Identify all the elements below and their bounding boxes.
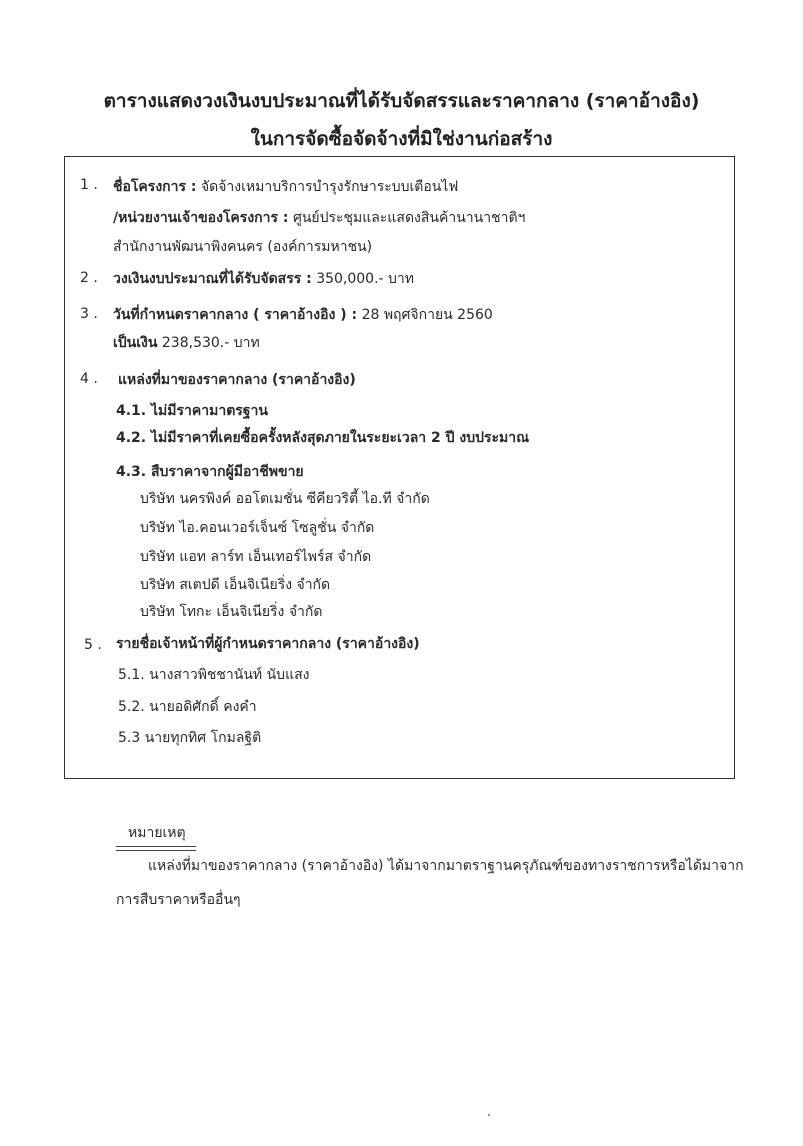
official-item: 5.1. นางสาวพิชชานันท์ นับแสง	[118, 667, 310, 683]
project-name-row	[113, 176, 458, 198]
price-source-item-4-3: 4.3. สืบราคาจากผู้มีอาชีพขาย	[116, 464, 304, 480]
vendor-item: บริษัท นครพิงค์ ออโตเมชั่น ซีคียวริตี้ ไอ.ที จำกัด	[140, 491, 430, 507]
officials-heading: รายชื่อเจ้าหน้าที่ผู้กำหนดราคากลาง (ราคาอ้างอิง)	[116, 636, 420, 652]
reference-date-value: 28 พฤศจิกายน 2560	[361, 307, 493, 323]
page-title-line-2: ในการจัดซื้อจัดจ้างที่มิใช่งานก่อสร้าง	[250, 128, 553, 150]
reference-amount-value: 238,530.- บาท	[161, 335, 260, 351]
vendor-item: บริษัท แอท ลาร์ท เอ็นเทอร์ไพร์ส จำกัด	[140, 549, 372, 565]
project-name-label: ชื่อโครงการ :	[113, 179, 197, 195]
reference-date-label: วันที่กำหนดราคากลาง ( ราคาอ้างอิง ) :	[113, 307, 358, 323]
note-underline	[116, 850, 196, 851]
price-source-item-4-2: 4.2. ไม่มีราคาที่เคยซื้อครั้งหลังสุดภายในระยะเวลา 2 ปี งบประมาณ	[116, 430, 530, 446]
section-4-number: 4 .	[80, 371, 98, 387]
note-heading: หมายเหตุ	[128, 825, 186, 841]
section-2-number: 2 .	[80, 270, 98, 286]
project-owner-label: /หน่วยงานเจ้าของโครงการ :	[113, 210, 289, 226]
project-owner-row	[113, 207, 525, 229]
budget-row	[113, 268, 414, 290]
reference-amount-row	[113, 332, 260, 354]
official-item: 5.3 นายทุกทิศ โกมลฐิติ	[118, 730, 262, 746]
price-source-item-4-1: 4.1. ไม่มีราคามาตรฐาน	[116, 403, 268, 419]
section-5-number: 5 .	[84, 637, 102, 653]
scan-speck	[488, 1114, 490, 1116]
note-text-line-1: แหล่งที่มาของราคากลาง (ราคาอ้างอิง) ได้มาจากมาตราฐานครุภัณฑ์ของทางราชการหรือได้มาจาก	[148, 858, 744, 874]
budget-value: 350,000.- บาท	[316, 271, 415, 287]
project-owner-line-2: สำนักงานพัฒนาพิงคนคร (องค์การมหาชน)	[113, 239, 373, 255]
vendor-item: บริษัท ไอ.คอนเวอร์เจ็นซ์ โซลูชั่น จำกัด	[140, 520, 375, 536]
reference-date-row	[113, 304, 493, 326]
price-source-heading: แหล่งที่มาของราคากลาง (ราคาอ้างอิง)	[118, 372, 356, 388]
vendor-item: บริษัท โทกะ เอ็นจิเนียริ่ง จำกัด	[140, 604, 323, 620]
vendor-item: บริษัท สเตปดี เอ็นจิเนียริ่ง จำกัด	[140, 577, 331, 593]
reference-amount-label: เป็นเงิน	[113, 335, 158, 351]
note-underline	[116, 846, 196, 847]
section-3-number: 3 .	[80, 306, 98, 322]
note-text-line-2: การสืบราคาหรืออื่นๆ	[116, 892, 241, 908]
section-1-number: 1 .	[80, 177, 98, 193]
project-name-value: จัดจ้างเหมาบริการบำรุงรักษาระบบเตือนไฟ	[200, 179, 459, 195]
official-item: 5.2. นายอดิศักดิ์ คงคำ	[118, 699, 257, 715]
page-title-line-1: ตารางแสดงวงเงินงบประมาณที่ได้รับจัดสรรและราคากลาง (ราคาอ้างอิง)	[103, 90, 700, 112]
budget-label: วงเงินงบประมาณที่ได้รับจัดสรร :	[113, 271, 312, 287]
project-owner-value: ศูนย์ประชุมและแสดงสินค้านานาชาติฯ	[292, 210, 526, 226]
